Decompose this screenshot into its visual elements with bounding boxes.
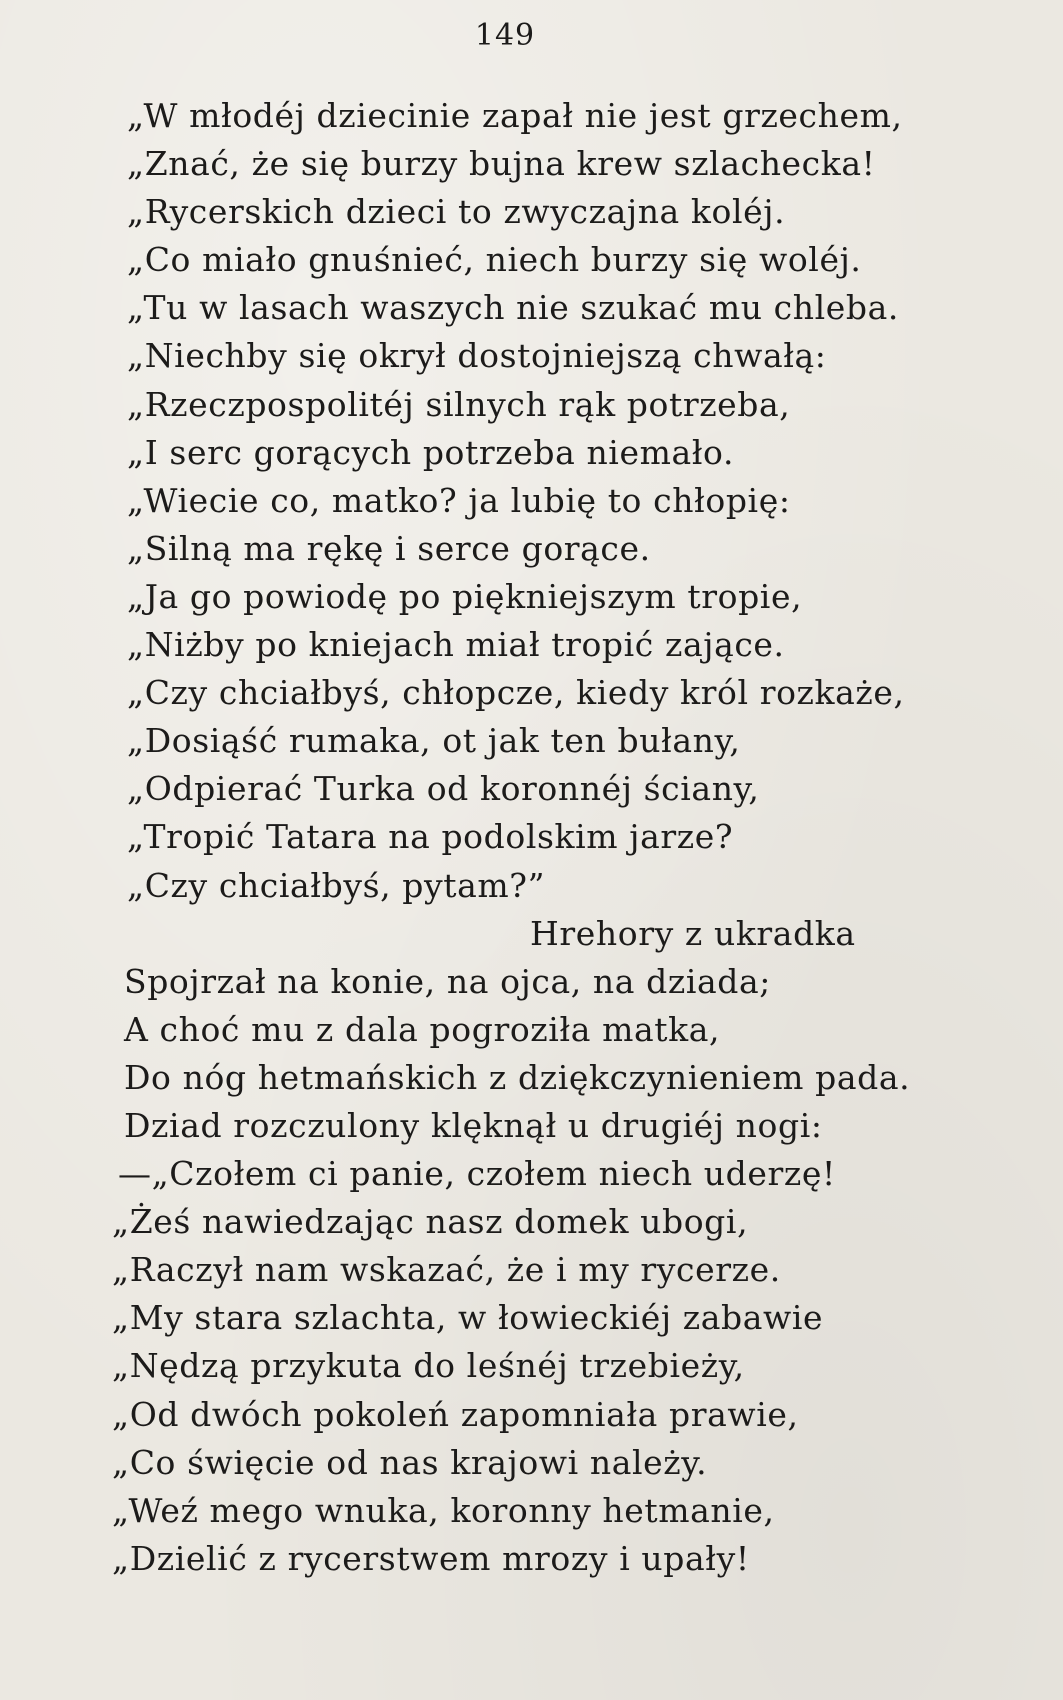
poem-line: „Silną ma rękę i serce gorące.	[127, 528, 651, 568]
poem-line: „Czy chciałbyś, pytam?”	[127, 865, 546, 905]
poem-line: „Odpierać Turka od koronnéj ściany,	[127, 769, 760, 809]
poem-line: „Żeś nawiedzając nasz domek ubogi,	[112, 1202, 749, 1242]
poem-line: „Weź mego wnuka, koronny hetmanie,	[112, 1490, 775, 1530]
page-number: 149	[474, 18, 536, 53]
poem-line: „Wiecie co, matko? ja lubię to chłopię:	[127, 480, 791, 520]
poem-line: „Rycerskich dzieci to zwyczajna koléj.	[127, 192, 786, 232]
poem-line: „Rzeczpospolitéj silnych rąk potrzeba,	[127, 384, 791, 424]
poem-line: „W młodéj dziecinie zapał nie jest grzechem,	[127, 96, 903, 135]
poem-line: —„Czołem ci panie, czołem niech uderzę!	[118, 1154, 836, 1194]
poem-line: „Ja go powiodę po piękniejszym tropie,	[127, 576, 803, 616]
poem-line: „My stara szlachta, w łowieckiéj zabawie	[112, 1298, 824, 1338]
poem-line: „Niechby się okrył dostojniejszą chwałą:	[127, 336, 827, 376]
poem-line: „Niżby po kniejach miał tropić zające.	[127, 625, 785, 665]
poem-line: Do nóg hetmańskich z dziękczynieniem pada.	[124, 1057, 911, 1097]
poem-line: „Znać, że się burzy bujna krew szlachecka!	[127, 144, 876, 184]
poem-line: „Tu w lasach waszych nie szukać mu chleba.	[127, 288, 899, 328]
poem-line: „Co miało gnuśnieć, niech burzy się woléj.	[127, 240, 862, 280]
poem-line: „I serc gorących potrzeba niemało.	[127, 432, 735, 472]
poem-line: „Dzielić z rycerstwem mrozy i upały!	[112, 1538, 750, 1578]
poem-line: Spojrzał na konie, na ojca, na dziada;	[124, 961, 771, 1001]
poem-line: Hrehory z ukradka	[530, 913, 856, 953]
poem-text	[0, 92, 1063, 1583]
poem-line: „Dosiąść rumaka, ot jak ten bułany,	[127, 721, 741, 761]
poem-line: „Czy chciałbyś, chłopcze, kiedy król rozkaże,	[127, 673, 905, 713]
poem-line: „Od dwóch pokoleń zapomniała prawie,	[112, 1394, 799, 1434]
poem-line: „Nędzą przykuta do leśnéj trzebieży,	[112, 1346, 745, 1386]
poem-line: Dziad rozczulony klęknął u drugiéj nogi:	[124, 1105, 823, 1145]
poem-line: „Raczył nam wskazać, że i my rycerze.	[112, 1250, 781, 1290]
poem-line: „Tropić Tatara na podolskim jarze?	[127, 817, 734, 857]
poem-line: A choć mu z dala pogroziła matka,	[124, 1009, 721, 1049]
poem-line: „Co święcie od nas krajowi należy.	[112, 1442, 708, 1482]
